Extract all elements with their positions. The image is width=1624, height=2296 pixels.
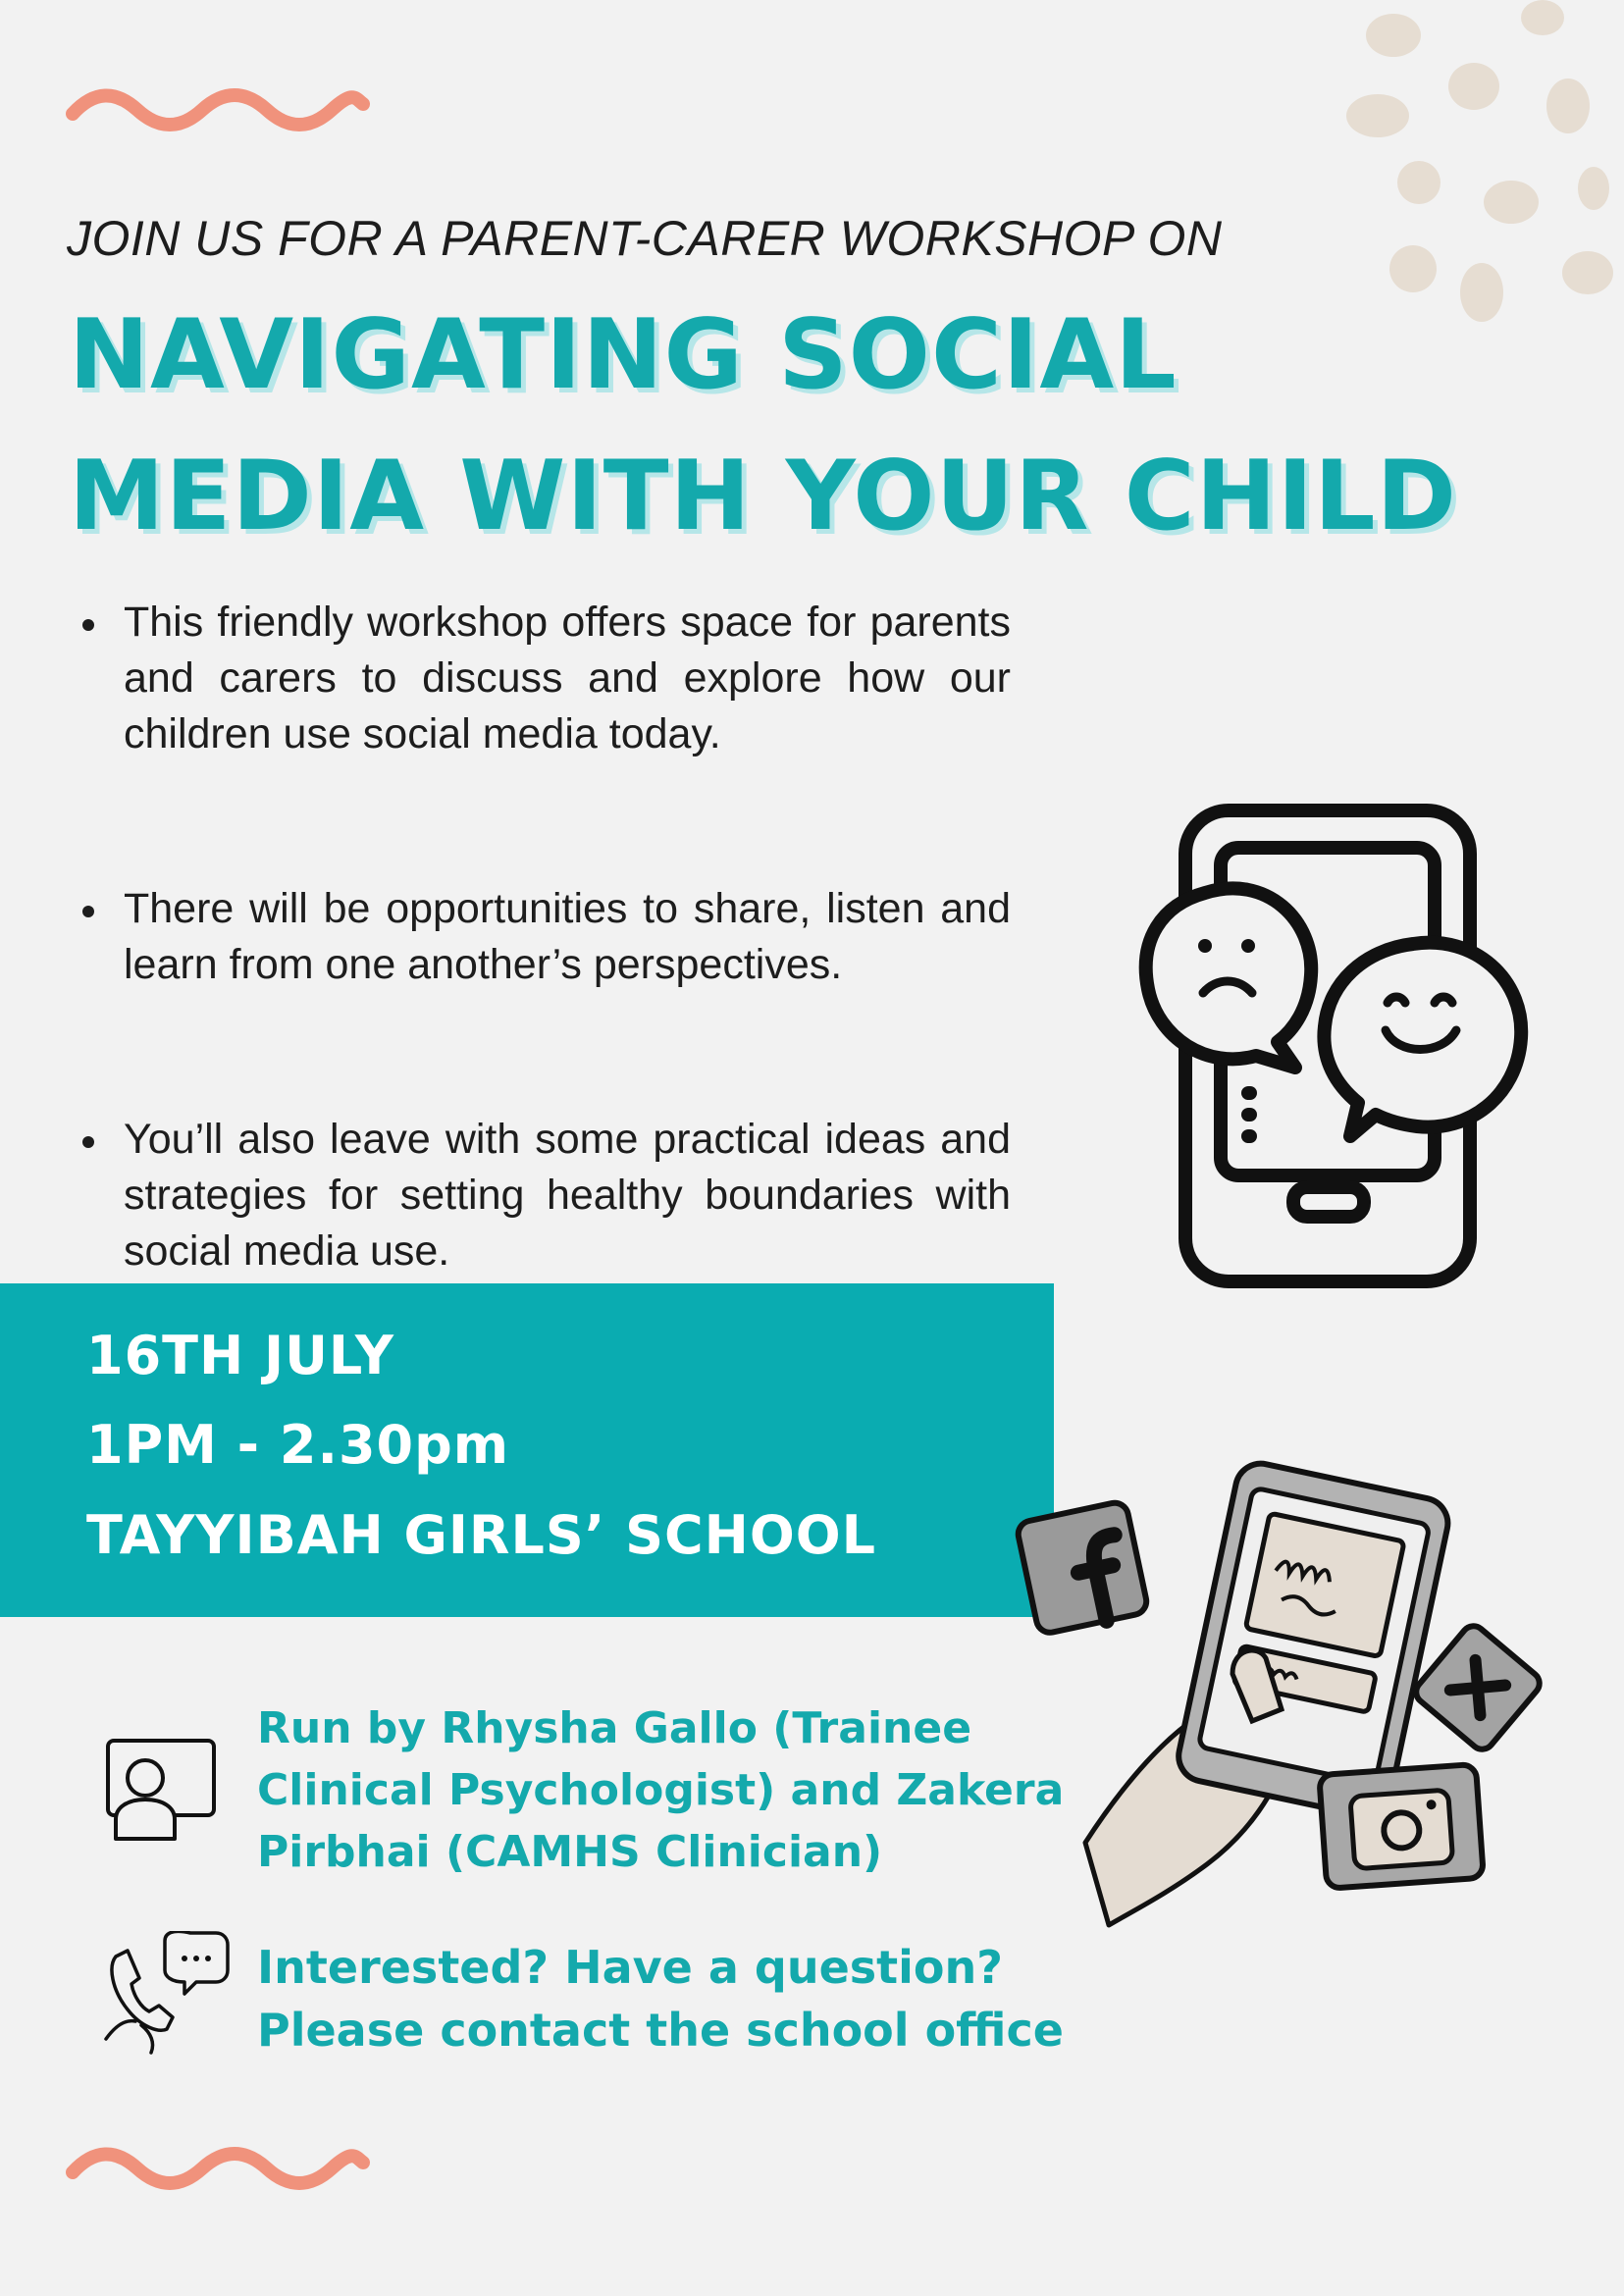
page-title <box>69 285 1580 567</box>
squiggle-bottom <box>65 2143 371 2198</box>
kicker-text: JOIN US FOR A PARENT-CARER WORKSHOP ON <box>67 211 1223 266</box>
squiggle-top <box>65 84 371 139</box>
contact-line-1: Interested? Have a question? <box>257 1941 1003 1994</box>
dots-decoration <box>1335 0 1624 324</box>
bullet-list <box>79 595 1011 1279</box>
contact-text <box>257 1936 1101 2061</box>
event-date: 16TH JULY <box>86 1325 395 1386</box>
facilitators-text: Run by Rhysha Gallo (Trainee Clinical Psychologist) and Zakera Pirbhai (CAMHS Clinician) <box>257 1703 1065 1877</box>
event-details-box <box>0 1283 1054 1617</box>
title-line-2: MEDIA WITH YOUR CHILD <box>69 441 1457 552</box>
presenter-icon <box>102 1735 220 1843</box>
contact-line-2: Please contact the school office <box>257 2004 1064 2057</box>
bullet-item-2: There will be opportunities to share, listen and learn from one another’s perspectives. <box>79 881 1011 993</box>
event-venue: TAYYIBAH GIRLS’ SCHOOL <box>86 1504 877 1566</box>
phone-chat-icon <box>1119 803 1560 1291</box>
bullet-item-1: This friendly workshop offers space for parents and carers to discuss and explore how our children use social media today. <box>79 595 1011 762</box>
tablet-apps-illustration <box>1001 1442 1570 1953</box>
phone-call-icon <box>102 1931 232 2055</box>
title-line-1: NAVIGATING SOCIAL <box>69 299 1178 411</box>
event-time: 1PM - 2.30pm <box>86 1414 510 1476</box>
bullet-item-3: You’ll also leave with some practical ideas and strategies for setting healthy boundaries with social media use. <box>79 1112 1011 1279</box>
